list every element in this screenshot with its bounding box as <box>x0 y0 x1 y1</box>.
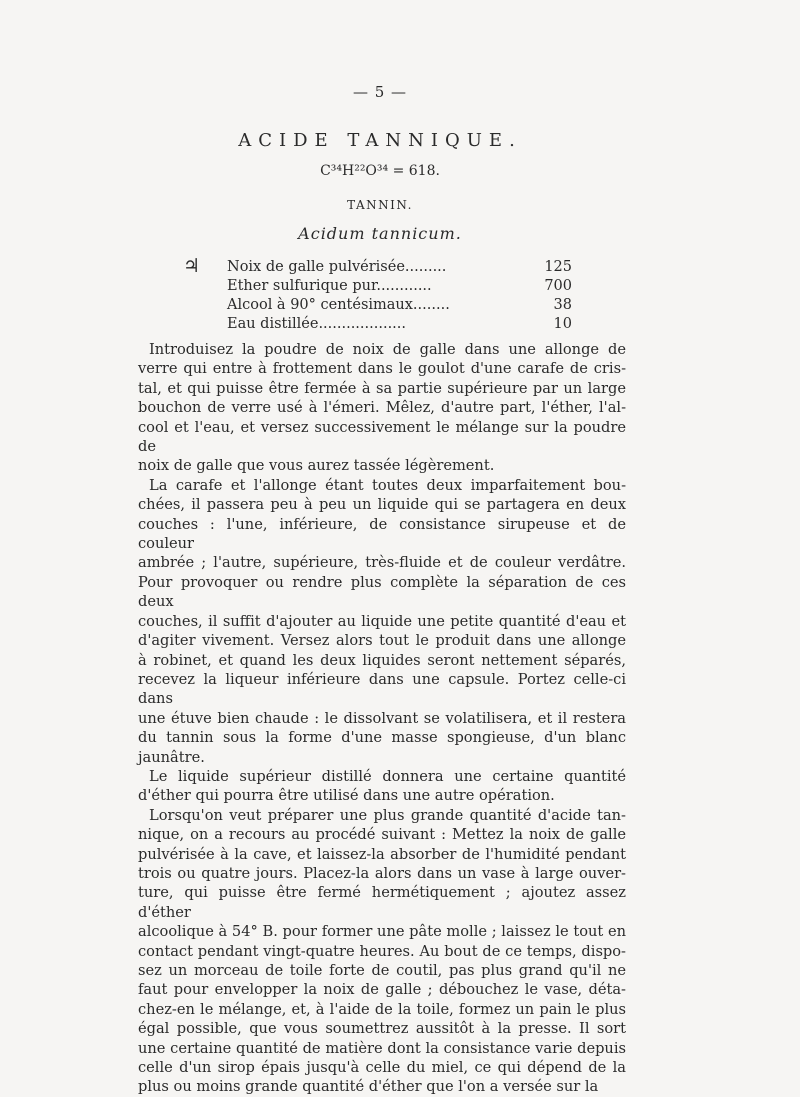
text-line: chez-en le mélange, et, à l'aide de la toile, formez un pain le plus <box>138 1000 626 1018</box>
recipe-list <box>183 255 583 334</box>
text-line: chées, il passera peu à peu un liquide qui se partagera en deux <box>138 496 626 514</box>
recipe-symbol-icon: ♃ <box>183 255 201 277</box>
page-title: ACIDE TANNIQUE. <box>238 130 522 151</box>
text-line: jaunâtre. <box>138 748 205 766</box>
paragraph <box>138 340 626 476</box>
text-line: recevez la liqueur inférieure dans une capsule. Portez celle-ci dans <box>138 670 626 708</box>
recipe-row <box>183 255 583 277</box>
page-number: — 5 — <box>352 83 408 101</box>
chemical-formula: C³⁴H²²O³⁴ = 618. <box>320 163 440 179</box>
text-line: du tannin sous la forme d'une masse spongieuse, d'un blanc <box>138 729 626 747</box>
paragraph <box>138 806 626 1097</box>
text-line: Lorsqu'on veut préparer une plus grande quantité d'acide tan- <box>149 806 626 824</box>
text-line: Introduisez la poudre de noix de galle dans une allonge de <box>149 341 626 358</box>
text-line: celle d'un sirop épais jusqu'à celle du miel, ce qui dépend de la <box>138 1059 626 1077</box>
text-line: Pour provoquer ou rendre plus complète la séparation de ces deux <box>138 573 626 611</box>
text-line: d'éther qui pourra être utilisé dans une autre opération. <box>138 787 555 805</box>
text-line: tal, et qui puisse être fermée à sa partie supérieure par un large <box>138 379 626 397</box>
text-line: égal possible, que vous soumettrez aussitôt à la presse. Il sort <box>138 1020 626 1038</box>
ingredient-qty: 700 <box>544 278 572 294</box>
recipe-row <box>183 277 583 296</box>
ingredient-qty: 38 <box>553 297 572 313</box>
ingredient-name: Ether sulfurique pur............ <box>227 278 432 294</box>
text-line: Le liquide supérieur distillé donnera une certaine quantité <box>149 767 626 785</box>
text-line: plus ou moins grande quantité d'éther que l'on a versée sur la <box>138 1078 599 1096</box>
paragraph <box>138 767 626 806</box>
text-line: cool et l'eau, et versez successivement le mélange sur la poudre de <box>138 418 626 456</box>
text-line: pulvérisée à la cave, et laissez-la absorber de l'humidité pendant <box>138 845 626 863</box>
text-line: alcoolique à 54° B. pour former une pâte molle ; laissez le tout en <box>138 923 626 941</box>
text-line: nique, on a recours au procédé suivant : Mettez la noix de galle <box>138 826 626 844</box>
text-line: couches : l'une, inférieure, de consistance sirupeuse et de couleur <box>138 515 626 553</box>
text-line: bouchon de verre usé à l'émeri. Mêlez, d'autre part, l'éther, l'al- <box>138 399 626 417</box>
text-line: ambrée ; l'autre, supérieure, très-fluide et de couleur verdâtre. <box>138 554 626 572</box>
text-line: sez un morceau de toile forte de coutil, pas plus grand qu'il ne <box>138 962 626 979</box>
text-line: une étuve bien chaude : le dissolvant se volatilisera, et il restera <box>138 709 626 727</box>
latin-name: Acidum tannicum. <box>298 224 462 243</box>
text-line: ture, qui puisse être fermé hermétiquement ; ajoutez assez d'éther <box>138 884 626 921</box>
ingredient-qty: 10 <box>553 316 572 332</box>
ingredient-name: Eau distillée................... <box>227 316 407 332</box>
text-line: La carafe et l'allonge étant toutes deux imparfaitement bou- <box>149 476 626 494</box>
text-line: noix de galle que vous aurez tassée légèrement. <box>138 457 495 475</box>
paragraph <box>138 476 626 767</box>
recipe-row <box>183 296 583 315</box>
text-line: couches, il suffit d'ajouter au liquide une petite quantité d'eau et <box>138 612 626 630</box>
ingredient-name: Noix de galle pulvérisée......... <box>227 259 447 275</box>
body-text <box>138 340 626 1097</box>
subtitle: TANNIN. <box>347 198 413 212</box>
text-line: verre qui entre à frottement dans le goulot d'une carafe de cris- <box>138 360 626 378</box>
ingredient-qty: 125 <box>544 259 572 275</box>
text-line: trois ou quatre jours. Placez-la alors dans un vase à large ouver- <box>138 864 626 882</box>
ingredient-name: Alcool à 90° centésimaux........ <box>227 297 450 313</box>
text-line: faut pour envelopper la noix de galle ; débouchez le vase, déta- <box>138 981 626 999</box>
recipe-row <box>183 315 583 334</box>
text-line: à robinet, et quand les deux liquides seront nettement séparés, <box>138 651 626 669</box>
text-line: d'agiter vivement. Versez alors tout le produit dans une allonge <box>138 632 626 650</box>
text-line: contact pendant vingt-quatre heures. Au bout de ce temps, dispo- <box>138 942 626 960</box>
text-line: une certaine quantité de matière dont la consistance varie depuis <box>138 1039 626 1057</box>
